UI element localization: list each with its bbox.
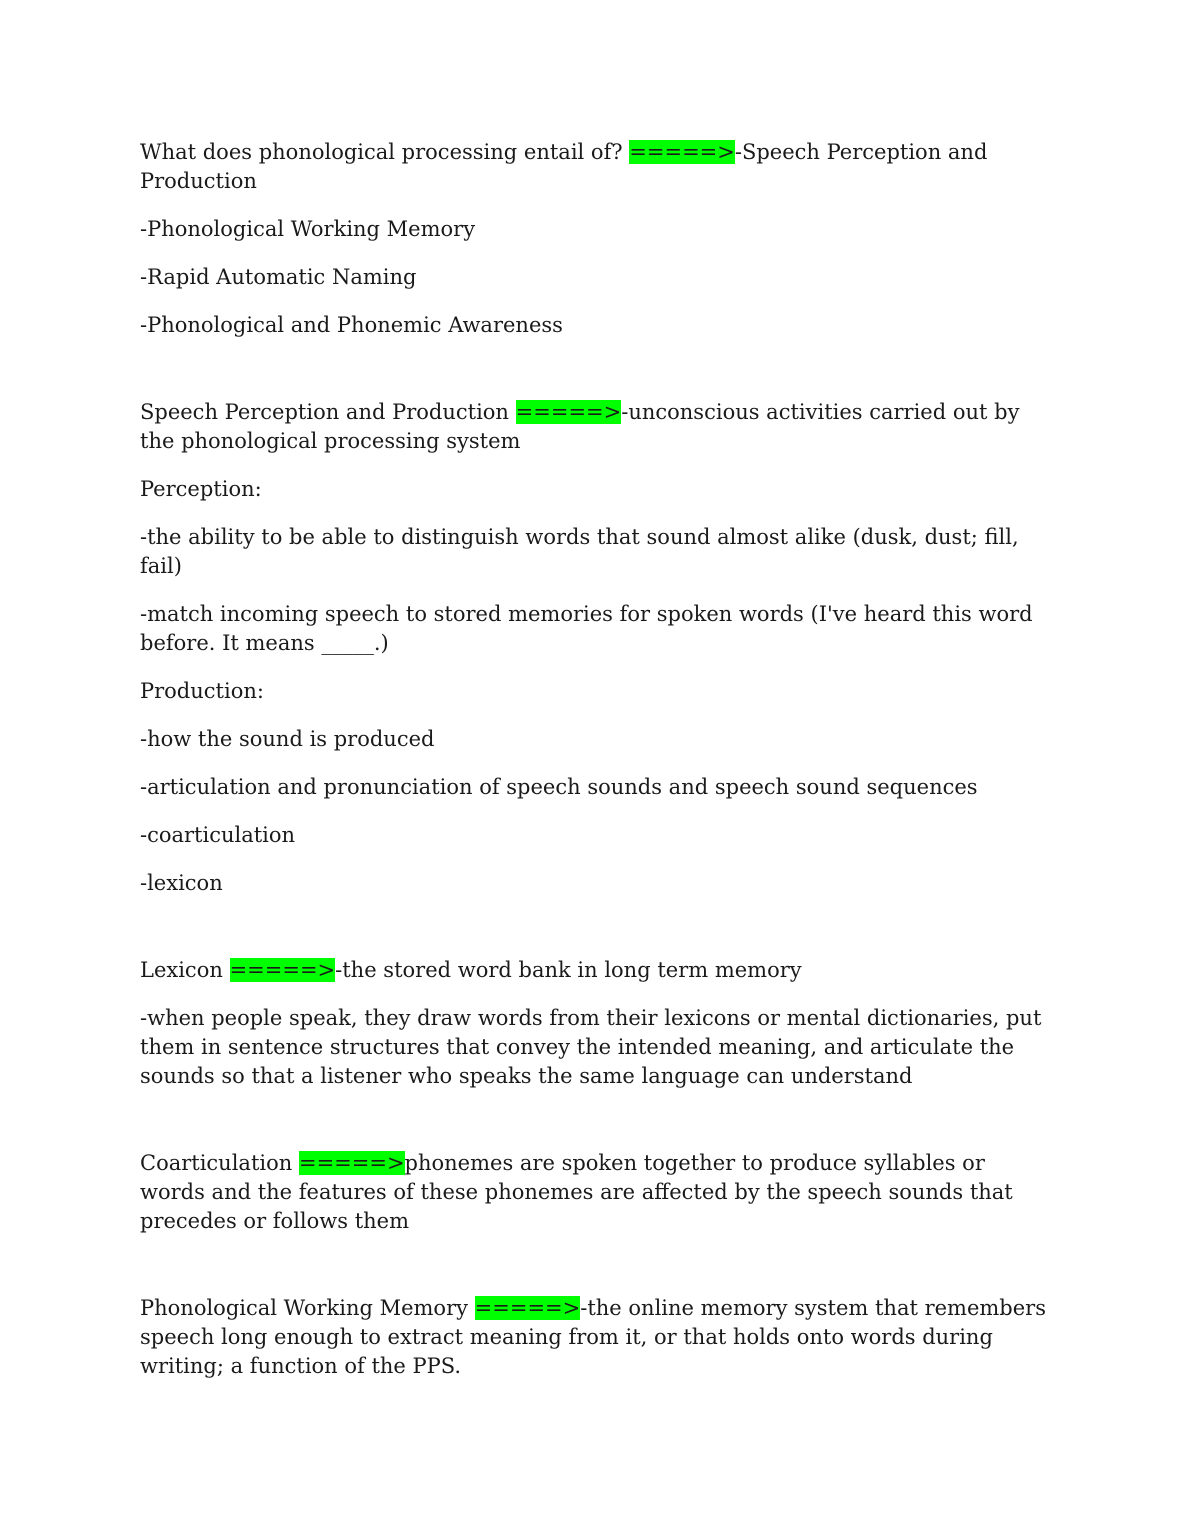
card-detail-line: -Phonological and Phonemic Awareness: [140, 313, 563, 337]
flashcard: [140, 956, 1055, 1091]
card-detail-line: Production:: [140, 679, 264, 703]
card-definition: -unconscious activities carried out by the phonological processing system: [140, 400, 1020, 453]
card-detail-line: -Phonological Working Memory: [140, 217, 476, 241]
card-term: Speech Perception and Production: [140, 400, 509, 424]
flashcard: [140, 138, 1055, 340]
card-definition: phonemes are spoken together to produce syllables or words and the features of these phonemes are affected by the speech sounds that precedes or follows them: [140, 1151, 1013, 1233]
card-detail-line: -coarticulation: [140, 823, 296, 847]
card-term: What does phonological processing entail of?: [140, 140, 623, 164]
card-spacer: [140, 359, 1055, 398]
highlighted-arrow: =====>: [474, 1296, 581, 1320]
highlighted-arrow: =====>: [629, 140, 735, 164]
card-definition: -Speech Perception and Production: [140, 140, 988, 193]
card-detail-line: -match incoming speech to stored memories for spoken words (I've heard this word before. It means _____.): [140, 602, 1033, 655]
highlighted-arrow: =====>: [229, 958, 336, 982]
flashcard: [140, 398, 1055, 898]
card-term-line: [140, 956, 1055, 985]
card-detail-line: -the ability to be able to distinguish words that sound almost alike (dusk, dust; fill, fail): [140, 525, 1019, 578]
card-term: Phonological Working Memory: [140, 1296, 468, 1320]
card-term: Coarticulation: [140, 1151, 293, 1175]
card-spacer: [140, 1110, 1055, 1149]
card-term-line: [140, 138, 1055, 196]
card-detail-line: -how the sound is produced: [140, 727, 435, 751]
card-term-line: [140, 1294, 1055, 1381]
card-detail-line: -lexicon: [140, 871, 223, 895]
flashcard: [140, 1294, 1055, 1381]
card-spacer: [140, 917, 1055, 956]
card-detail-line: -Rapid Automatic Naming: [140, 265, 417, 289]
card-detail-line: -articulation and pronunciation of speech sounds and speech sound sequences: [140, 775, 978, 799]
card-term-line: [140, 398, 1055, 456]
highlighted-arrow: =====>: [515, 400, 622, 424]
card-term-line: [140, 1149, 1055, 1236]
card-detail-line: Perception:: [140, 477, 262, 501]
flashcard: [140, 1149, 1055, 1236]
highlighted-arrow: =====>: [298, 1151, 405, 1175]
document-page: [140, 138, 1055, 1400]
card-detail-line: -when people speak, they draw words from their lexicons or mental dictionaries, put them in sentence structures that convey the intended meaning, and articulate the sounds so that a listener who speaks the same language can understand: [140, 1006, 1042, 1088]
card-term: Lexicon: [140, 958, 223, 982]
card-spacer: [140, 1255, 1055, 1294]
card-definition: -the online memory system that remembers speech long enough to extract meaning from it, or that holds onto words during writing; a function of the PPS.: [140, 1296, 1046, 1378]
card-definition: -the stored word bank in long term memory: [335, 958, 802, 982]
